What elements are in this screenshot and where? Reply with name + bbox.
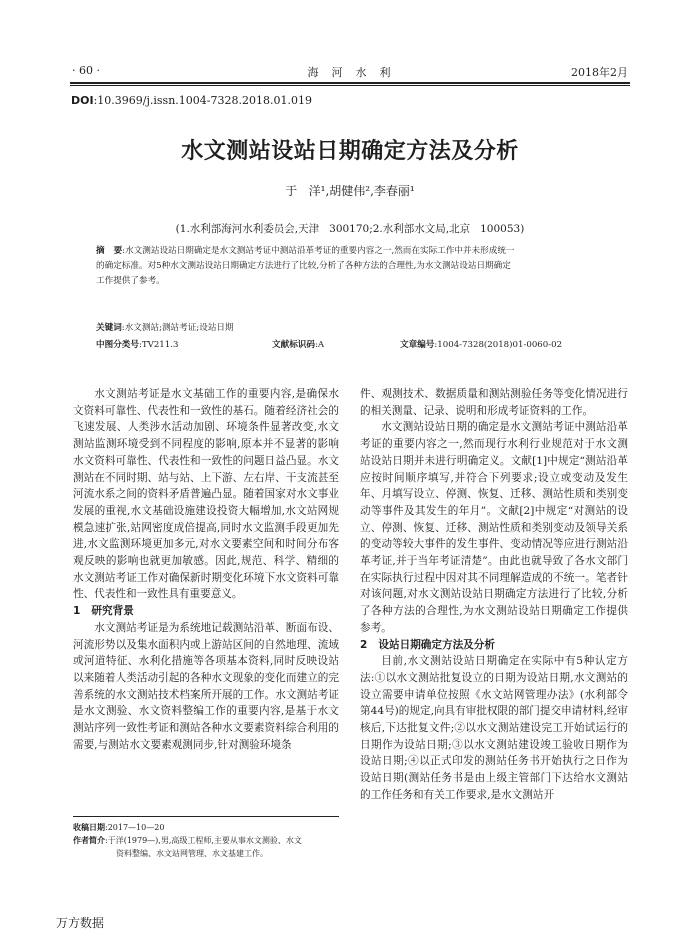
abstract-block bbox=[96, 244, 606, 289]
abstract-line-1 bbox=[96, 244, 606, 259]
journal-name: 海 河 水 利 bbox=[307, 66, 393, 79]
keywords-label: 关键词 bbox=[96, 323, 122, 333]
document-code bbox=[272, 338, 324, 353]
paragraph-2: 水文测站设站日期的确定是水文测站考证中测站沿革考证的重要内容之一,然而现行水利行业规范对于水文测站设站日期并未进行明确定义。文献[1]中规定“测站沿革应按时间顺序填写,并符合下列要求;设立或变动及发生年、月填写设立、停测、恢复、迁移、测站性质和类别变动等事件及其发生的年月”。文献[2]中规定“对测站的设立、停测、恢复、迁移、测站性质和类别变动及领导关系的变动等较大事件的发生事件、变动情况等应进行测站沿革考证,并于当年考证清楚”。由此也就导致了各水文部门在实际执行过程中因对其不同理解造成的不统一。笔者针对该问题,对水文测站设站日期确定方法进行了比较,分析了各种方法的合理性,为水文测站设站日期确定工作提供参考。 bbox=[360, 421, 628, 634]
section-2-paragraph: 目前,水文测站设站日期确定在实际中有5种认定方法:①以水文测站批复设立的日期为设站日期,水文测站的设立需要申请单位按照《水文站网管理办法》(水利部令第44号)的规定,向具有审批权限的部门提交申请材料,经审核后,下达批复文件;②以水文测站建设完工开始试运行的日期作为设站日期;③以水文测站建设竣工验收日期作为设站日期;④以正式印发的测站任务书开始执行之日作为设站日期(测站任务书是由上级主管部门下达给水文测站的工作任务和有关工作要求,是水文测站开 bbox=[360, 655, 629, 801]
received-label: 收稿日期 bbox=[73, 823, 105, 832]
doi-line bbox=[71, 94, 312, 107]
header-rule-bottom bbox=[70, 85, 630, 86]
clc-label: 中图分类号 bbox=[96, 340, 139, 350]
clc-number bbox=[96, 338, 178, 353]
keywords-value: :水文测站;测站考证;设站日期 bbox=[121, 323, 234, 333]
article-number bbox=[400, 338, 562, 353]
authors: 于 洋¹,胡健伟²,李春丽¹ bbox=[285, 184, 415, 198]
document-code-label: 文献标识码 bbox=[272, 340, 315, 350]
abstract-text: :水文测站设站日期确定是水文测站考证中测站沿革考证的重要内容之一,然而在实际工作中并未形成统一 bbox=[122, 246, 515, 256]
intro-paragraph: 水文测站考证是水文基础工作的重要内容,是确保水文资料可靠性、代表性和一致性的基石。随着经济社会的飞速发展、人类涉水活动加剧、环境条件显著改变,水文测站监测环境受到不同程度的影响,原本并不显著的影响水文资料可靠性、代表性和一致性的问题日益凸显。水文测站在不同时期、站与站、上下游、左右岸、干支流甚至河流水系之间的资料矛盾普遍凸显。随着国家对水文事业发展的重视,水文基础设施建设投资大幅增加,水文站网规模急速扩张,站网密度成倍提高,同时水文监测手段更加先进,水文监测环境更加多元,对水文要素空间和时间分布客观反映的影响也就更加敏感。因此,规范、科学、精细的水文测站考证工作对确保新时期变化环境下水文资料可靠性、代表性和一致性具有重要意义。 bbox=[73, 388, 339, 601]
affiliation: (1.水利部海河水利委员会,天津 300170;2.水利部水文局,北京 100053) bbox=[175, 223, 525, 235]
author-bio-label: 作者简介 bbox=[73, 836, 105, 845]
author-bio bbox=[73, 834, 348, 847]
paper-title: 水文测站设站日期确定方法及分析 bbox=[181, 139, 519, 164]
watermark: 万方数据 bbox=[56, 916, 105, 930]
article-number-value: :1004-7328(2018)01-0060-02 bbox=[434, 340, 563, 350]
doi-value: :10.3969/j.issn.1004-7328.2018.01.019 bbox=[93, 94, 312, 107]
section-1-heading: 1 研究背景 bbox=[73, 605, 134, 618]
author-bio-value: :于洋(1979—),男,高级工程师,主要从事水文测验、水文 bbox=[105, 836, 302, 845]
abstract-line-3: 工作提供了参考。 bbox=[96, 276, 165, 286]
doi-label: DOI bbox=[71, 94, 94, 107]
document-code-value: :A bbox=[314, 340, 325, 350]
page-number: · 60 · bbox=[72, 64, 100, 77]
abstract-line-2: 的确定标准。对5种水文测站设站日期确定方法进行了比较,分析了各种方法的合理性,为水文测站设站日期确定 bbox=[96, 261, 511, 271]
article-number-label: 文章编号 bbox=[400, 340, 435, 350]
received-date bbox=[73, 821, 348, 834]
author-bio-line-2: 资料整编、水文站网管理、水文基建工作。 bbox=[116, 849, 268, 858]
abstract-label: 摘 要 bbox=[96, 246, 123, 256]
footnote-rule bbox=[73, 816, 339, 817]
header-rule-top bbox=[70, 82, 630, 84]
right-column bbox=[360, 386, 628, 804]
section-1-paragraph: 水文测站考证是为系统地记载测站沿革、断面布设、河流形势以及集水面积内或上游站区间的自然地理、流域或河道特征、水利化措施等各项基本资料,同时反映设站以来随着人类活动引起的各种水文现象的变化而建立的完善系统的水文测站技术档案所开展的工作。水文测站考证是水文测验、水文资料整编工作的重要内容,是基于水文测站序列一致性考证和测站各种水文要素资料综合利用的需要,与测站水文要素观测同步,针对测验环境条 bbox=[73, 621, 339, 751]
section-2-heading: 2 设站日期确定方法及分析 bbox=[360, 638, 495, 651]
keywords-line bbox=[96, 321, 234, 336]
issue-date: 2018年2月 bbox=[571, 66, 628, 79]
continuation-paragraph: 件、观测技术、数据质量和测站测验任务等变化情况进行的相关测量、记录、说明和形成考证资料的工作。 bbox=[360, 388, 628, 417]
clc-value: :TV211.3 bbox=[138, 340, 179, 350]
received-value: :2017—10—20 bbox=[105, 823, 165, 832]
left-column bbox=[73, 386, 339, 753]
footnote bbox=[73, 821, 348, 860]
